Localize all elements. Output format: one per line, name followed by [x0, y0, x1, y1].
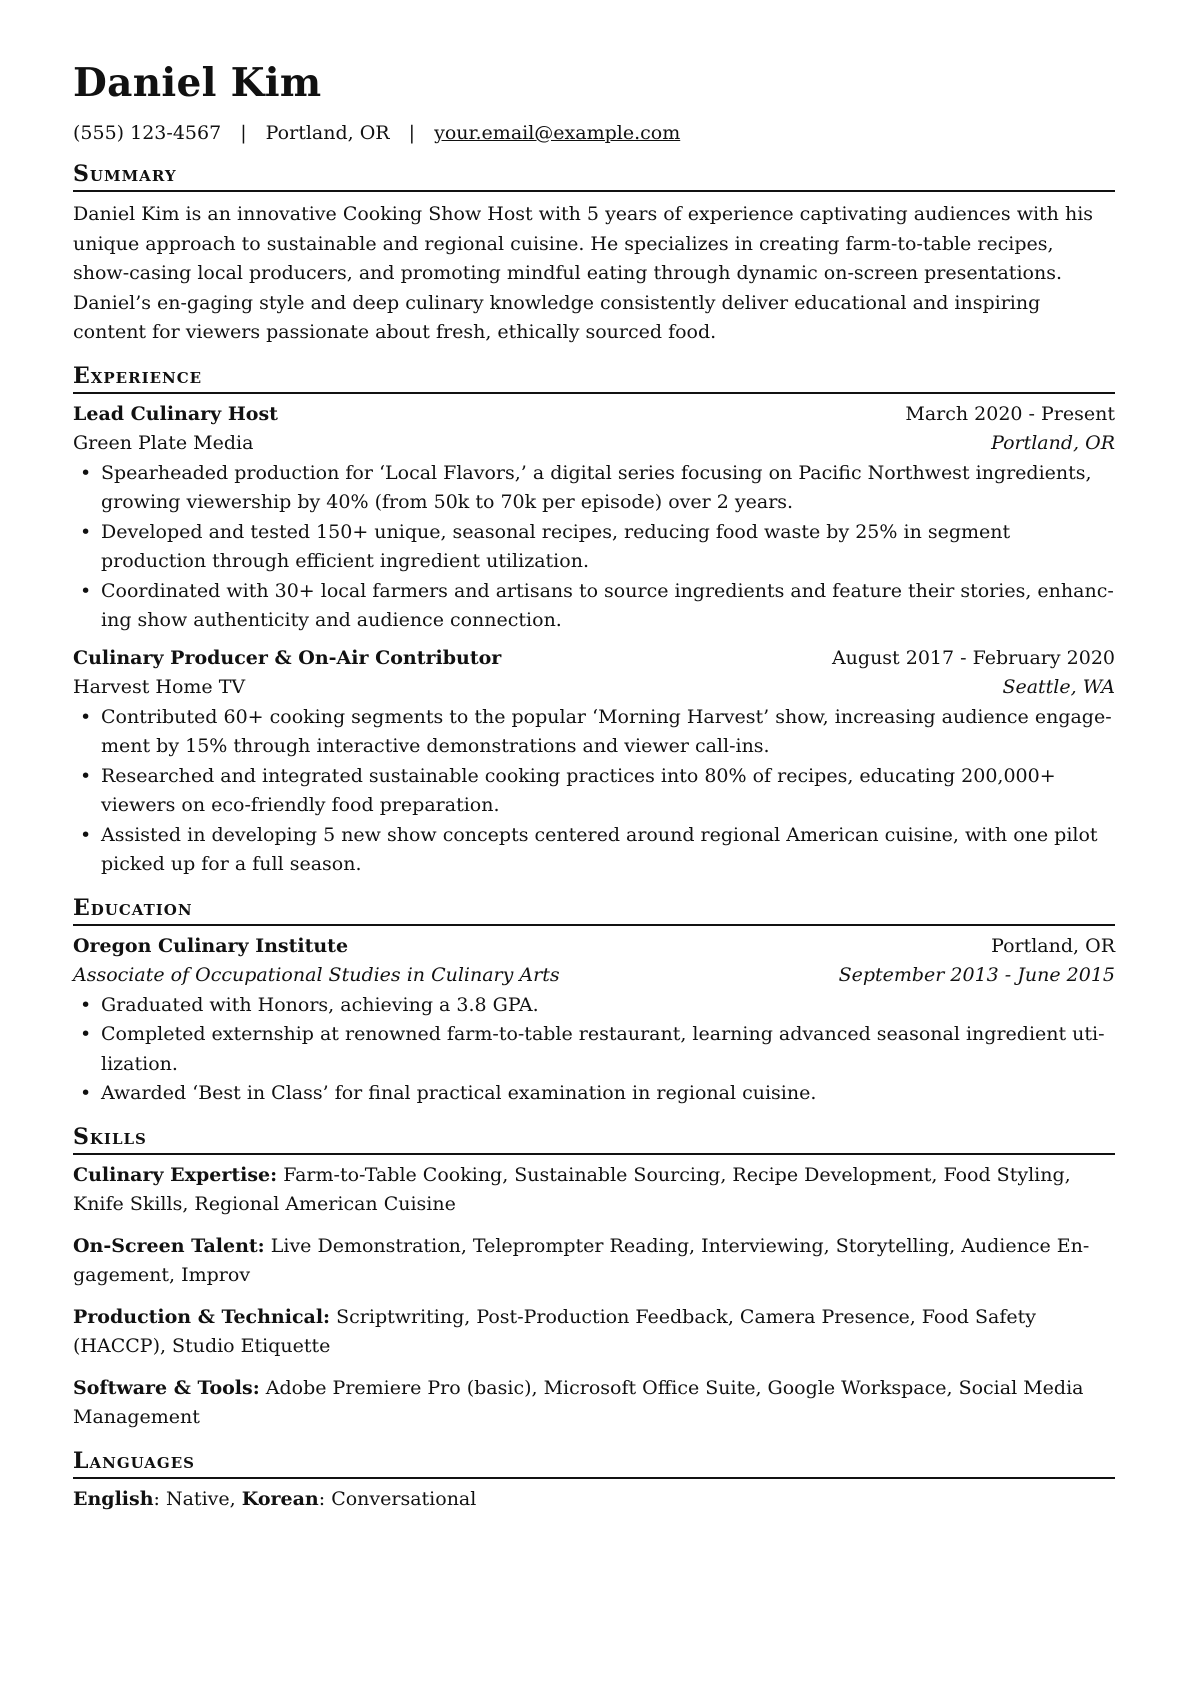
job-subheader	[73, 429, 1115, 459]
skill-label: Culinary Expertise:	[73, 1163, 278, 1186]
skill-text: Adobe Premiere Pro (basic), Microsoft Office Suite, Google Workspace, Social Media Management	[73, 1376, 1084, 1428]
education-bullets	[73, 991, 1115, 1109]
bullet-item: • Graduated with Honors, achieving a 3.8 GPA.	[73, 991, 1115, 1021]
school-name: Oregon Culinary Institute	[73, 934, 349, 957]
contact-separator: |	[240, 122, 247, 144]
job-entry	[73, 400, 1115, 636]
language-name: Korean	[241, 1487, 319, 1510]
job-company: Green Plate Media	[73, 432, 254, 454]
summary-section	[73, 200, 1115, 348]
bullet-item: • Contributed 60+ cooking segments to the popular ‘Morning Harvest’ show, increasing audience engage-ment by 15% through interactive demonstrations and viewer call-ins.	[73, 703, 1115, 762]
skill-group	[73, 1232, 1115, 1291]
job-header	[73, 400, 1115, 430]
job-header	[73, 644, 1115, 674]
skills-section	[73, 1161, 1115, 1433]
job-dates: March 2020 - Present	[905, 402, 1115, 425]
section-title-experience: Experience	[73, 362, 1115, 394]
language-name: English	[73, 1487, 154, 1510]
job-role: Culinary Producer & On-Air Contributor	[73, 646, 502, 669]
skill-text: Live Demonstration, Teleprompter Reading, Interviewing, Storytelling, Audience En-gagement, Improv	[73, 1234, 1090, 1286]
summary-text: Daniel Kim is an innovative Cooking Show Host with 5 years of experience captivating audiences with his unique approach to sustainable and regional cuisine. He specializes in creating farm-to-table recipes, show-casing local producers, and promoting mindful eating through dynamic on-screen presentations. Daniel’s en-gaging style and deep culinary knowledge consistently deliver educational and inspiring content for viewers passionate about fresh, ethically sourced food.	[73, 203, 1094, 343]
job-role: Lead Culinary Host	[73, 402, 278, 425]
language-level: Native	[165, 1487, 230, 1510]
bullet-item: • Coordinated with 30+ local farmers and artisans to source ingredients and feature their stories, enhanc-ing show authenticity and audience connection.	[73, 577, 1115, 636]
job-bullets	[73, 459, 1115, 636]
job-dates: August 2017 - February 2020	[831, 646, 1115, 669]
school-location: Portland, OR	[991, 934, 1115, 957]
section-title-summary: Summary	[73, 160, 1115, 192]
bullet-item: • Developed and tested 150+ unique, seasonal recipes, reducing food waste by 25% in segment production through efficient ingredient utilization.	[73, 518, 1115, 577]
experience-section	[73, 400, 1115, 880]
education-section	[73, 932, 1115, 1109]
languages-line: English: Native, Korean: Conversational	[73, 1487, 477, 1510]
job-subheader	[73, 673, 1115, 703]
school-header	[73, 932, 1115, 962]
skill-label: Production & Technical:	[73, 1305, 331, 1328]
skill-group	[73, 1161, 1115, 1220]
bullet-item: • Researched and integrated sustainable cooking practices into 80% of recipes, educating 200,000+ viewers on eco-friendly food preparation.	[73, 762, 1115, 821]
email-link[interactable]: your.email@example.com	[434, 122, 681, 144]
language-level: Conversational	[331, 1487, 477, 1510]
candidate-name: Daniel Kim	[73, 60, 322, 106]
bullet-item: • Assisted in developing 5 new show concepts centered around regional American cuisine, with one pilot picked up for a full season.	[73, 821, 1115, 880]
section-title-languages: Languages	[73, 1447, 1115, 1479]
job-location: Seattle, WA	[1002, 676, 1115, 698]
job-entry	[73, 644, 1115, 880]
section-title-education: Education	[73, 894, 1115, 926]
job-bullets	[73, 703, 1115, 880]
skill-text: Farm-to-Table Cooking, Sustainable Sourcing, Recipe Development, Food Styling, Knife Skills, Regional American Cuisine	[73, 1163, 1071, 1215]
skill-text: Scriptwriting, Post-Production Feedback, Camera Presence, Food Safety (HACCP), Studio Etiquette	[73, 1305, 1036, 1357]
education-dates: September 2013 - June 2015	[838, 964, 1115, 986]
section-title-skills: Skills	[73, 1123, 1115, 1155]
skill-group	[73, 1374, 1115, 1433]
skill-label: On-Screen Talent:	[73, 1234, 265, 1257]
bullet-item: • Spearheaded production for ‘Local Flavors,’ a digital series focusing on Pacific Northwest ingredients, growing viewership by 40% (from 50k to 70k per episode) over 2 years.	[73, 459, 1115, 518]
languages-section	[73, 1485, 1115, 1515]
job-location: Portland, OR	[991, 432, 1115, 454]
job-company: Harvest Home TV	[73, 676, 246, 698]
bullet-item: • Awarded ‘Best in Class’ for final practical examination in regional cuisine.	[73, 1079, 1115, 1109]
contact-line	[73, 120, 1115, 146]
phone-number: (555) 123-4567	[73, 122, 222, 144]
degree-name: Associate of Occupational Studies in Culinary Arts	[73, 964, 560, 986]
skill-group	[73, 1303, 1115, 1362]
skill-label: Software & Tools:	[73, 1376, 260, 1399]
contact-separator: |	[408, 122, 416, 144]
bullet-item: • Completed externship at renowned farm-to-table restaurant, learning advanced seasonal ingredient uti-lization.	[73, 1020, 1115, 1079]
contact-location: Portland, OR	[265, 122, 390, 144]
degree-line	[73, 961, 1115, 991]
